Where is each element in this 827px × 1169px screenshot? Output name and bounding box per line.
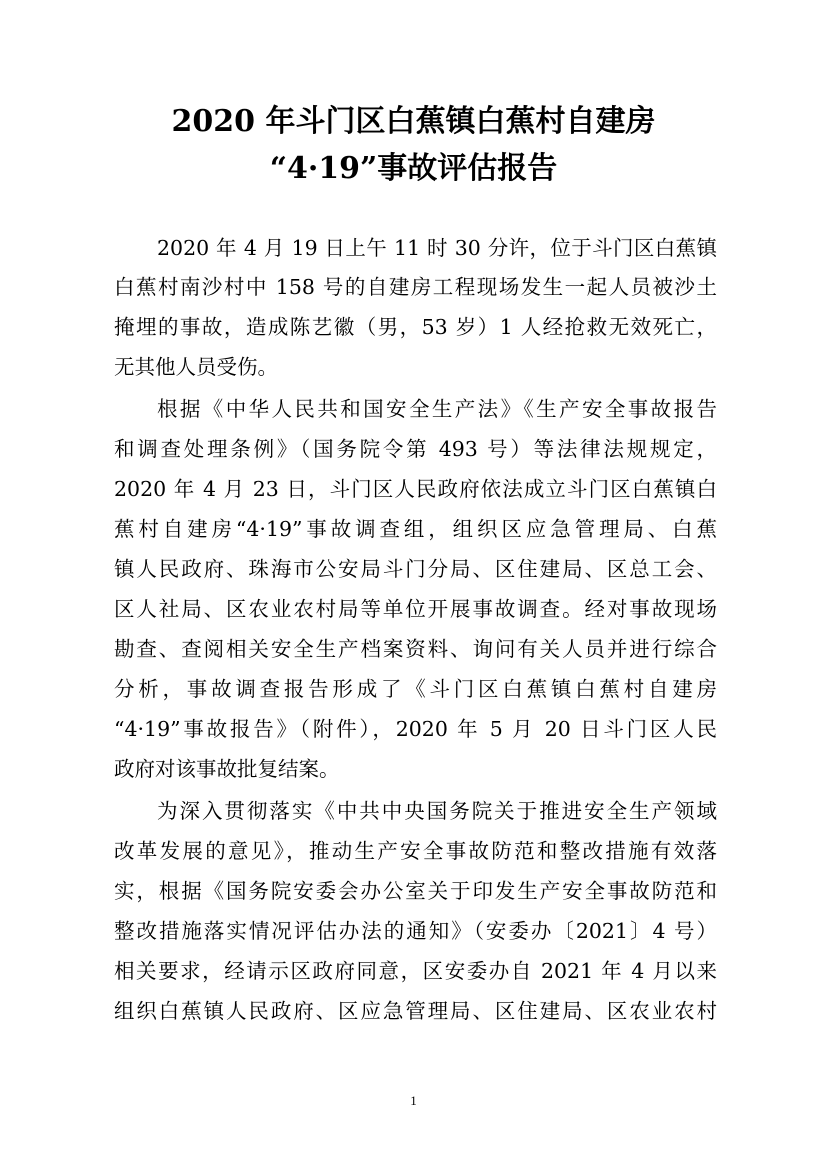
page-number: 1	[410, 1093, 417, 1108]
paragraph-2-line-7: 勘查、查阅相关安全生产档案资料、询问有关人员并进行综合	[114, 637, 717, 661]
paragraph-1-line-3: 掩埋的事故，造成陈艺徽（男，53 岁）1 人经抢救无效死亡，	[114, 315, 717, 339]
paragraph-3-line-6: 组织白蕉镇人民政府、区应急管理局、区住建局、区农业农村	[114, 999, 717, 1023]
paragraph-2-line-3: 2020 年 4 月 23 日，斗门区人民政府依法成立斗门区白蕉镇白	[114, 477, 717, 501]
paragraph-3-line-2: 改革发展的意见》，推动生产安全事故防范和整改措施有效落	[114, 839, 717, 863]
paragraph-2-line-9: “4·19”事故报告》（附件），2020 年 5 月 20 日斗门区人民	[114, 717, 717, 741]
paragraph-2-line-4: 蕉村自建房“4·19”事故调查组，组织区应急管理局、白蕉	[114, 517, 717, 541]
paragraph-1-line-4: 无其他人员受伤。	[114, 355, 278, 379]
paragraph-1-line-1: 2020 年 4 月 19 日上午 11 时 30 分许，位于斗门区白蕉镇	[157, 236, 717, 260]
document-title-line-2: “4·19”事故评估报告	[269, 151, 558, 186]
paragraph-2-line-8: 分析，事故调查报告形成了《斗门区白蕉镇白蕉村自建房	[114, 677, 717, 701]
paragraph-2-line-2: 和调查处理条例》（国务院令第 493 号）等法律法规规定，	[114, 437, 717, 461]
paragraph-3-line-5: 相关要求，经请示区政府同意，区安委办自 2021 年 4 月以来	[114, 959, 717, 983]
paragraph-2-line-10: 政府对该事故批复结案。	[114, 757, 340, 781]
paragraph-1-line-2: 白蕉村南沙村中 158 号的自建房工程现场发生一起人员被沙土	[114, 275, 717, 299]
paragraph-3-line-3: 实，根据《国务院安委会办公室关于印发生产安全事故防范和	[114, 879, 717, 903]
paragraph-3-line-1: 为深入贯彻落实《中共中央国务院关于推进安全生产领域	[157, 799, 717, 823]
paragraph-2-line-6: 区人社局、区农业农村局等单位开展事故调查。经对事故现场	[114, 597, 717, 621]
document-title-line-1: 2020 年斗门区白蕉镇白蕉村自建房	[171, 104, 656, 139]
paragraph-2-line-1: 根据《中华人民共和国安全生产法》《生产安全事故报告	[157, 397, 717, 421]
paragraph-2-line-5: 镇人民政府、珠海市公安局斗门分局、区住建局、区总工会、	[114, 557, 717, 581]
paragraph-3-line-4: 整改措施落实情况评估办法的通知》（安委办〔2021〕4 号）	[114, 919, 717, 943]
